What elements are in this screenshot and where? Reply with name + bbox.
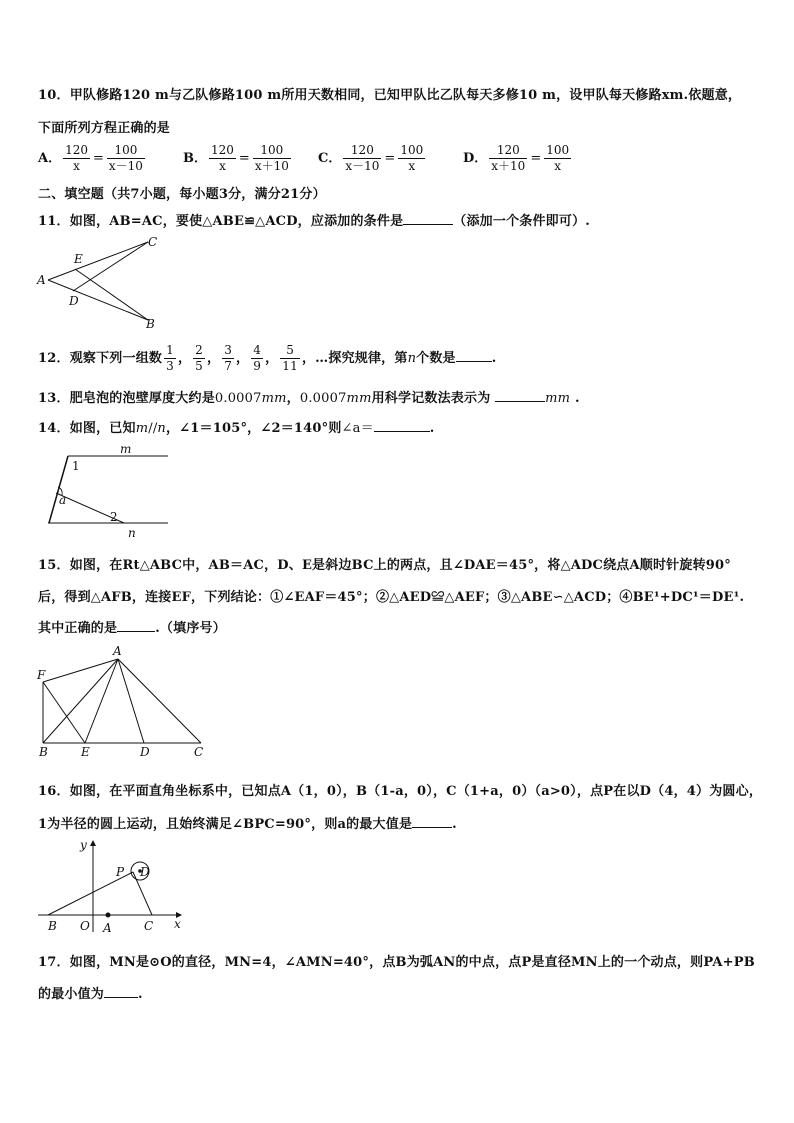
label-a: A xyxy=(37,273,46,287)
answer-blank[interactable] xyxy=(104,985,138,998)
label-y: y xyxy=(80,838,87,852)
q10-line2: 下面所列方程正确的是 xyxy=(38,121,171,136)
answer-blank[interactable] xyxy=(117,619,155,632)
label-c: C xyxy=(144,919,154,933)
label-d: D xyxy=(140,745,150,759)
q12-text: 12．观察下列一组数 $\frac{1}{3}$ ， $\frac{2}{5}$ ， $\frac{3}{7}$ ， $\frac{4}{9}$ ， $\frac{5}{11}$ ，…探究规律，第n个数是 . xyxy=(38,343,497,373)
q10-option-d[interactable]: D． $\frac{120}{x+10}$ = $\frac{100}{x}$ xyxy=(463,143,570,173)
option-label: B． xyxy=(183,151,207,166)
q14-figure xyxy=(44,443,174,539)
q11-figure xyxy=(34,232,174,332)
q17-line1: 17．如图，MN是⊙O的直径，MN=4，∠AMN=40°，点B为弧AN的中点，点P是直径MN上的一个动点，则PA+PB xyxy=(38,955,755,970)
q15-figure xyxy=(36,642,214,760)
label-c: C xyxy=(148,235,158,249)
option-label: A． xyxy=(38,151,62,166)
q13-text: 13．肥皂泡的泡壁厚度大约是0.0007mm，0.0007mm用科学记数法表示为 mm . xyxy=(38,391,580,406)
q17-line2: 的最小值为 . xyxy=(38,987,143,1002)
label-x: x xyxy=(174,917,181,931)
answer-blank[interactable] xyxy=(374,419,430,432)
label-2: 2 xyxy=(110,510,118,524)
label-d: D xyxy=(69,294,79,308)
answer-blank[interactable] xyxy=(412,815,452,828)
q15-line3: 其中正确的是 .（填序号） xyxy=(38,621,226,636)
q10-option-c[interactable]: C． $\frac{120}{x-10}$ = $\frac{100}{x}$ xyxy=(318,143,424,173)
q15-line2: 后，得到△AFB，连接EF，下列结论：①∠EAF＝45°；②△AED≌△AEF；③△ABE∽△ACD；④BE¹+DC¹＝DE¹. xyxy=(38,590,745,605)
q10-line1: 10．甲队修路120 m与乙队修路100 m所用天数相同，已知甲队比乙队每天多修10 m，设甲队每天修路xm.依题意， xyxy=(38,88,742,103)
label-f: F xyxy=(37,668,46,682)
q10-option-b[interactable]: B． $\frac{120}{x}$ = $\frac{100}{x+10}$ xyxy=(183,143,289,173)
answer-blank[interactable] xyxy=(456,349,492,362)
label-a: A xyxy=(103,921,112,935)
label-e: E xyxy=(81,745,90,759)
answer-blank[interactable] xyxy=(495,389,545,402)
q16-figure xyxy=(36,836,186,936)
label-p: P xyxy=(116,865,125,879)
label-a: A xyxy=(113,644,122,658)
option-label: C． xyxy=(318,151,342,166)
label-b: B xyxy=(146,317,155,331)
label-b: B xyxy=(48,919,57,933)
section-heading: 二、填空题（共7小题，每小题3分，满分21分） xyxy=(38,187,326,202)
label-1: 1 xyxy=(72,459,80,473)
option-label: D． xyxy=(463,151,488,166)
q16-line1: 16．如图，在平面直角坐标系中，已知点A（1，0），B（1-a，0），C（1+a，0）（a>0），点P在以D（4，4）为圆心， xyxy=(38,784,763,799)
label-e: E xyxy=(74,252,83,266)
label-m: m xyxy=(120,442,132,456)
label-c: C xyxy=(194,745,204,759)
q15-line1: 15．如图，在Rt△ABC中，AB＝AC，D、E是斜边BC上的两点，且∠DAE＝45°，将△ADC绕点A顺时针旋转90° xyxy=(38,558,731,573)
label-a: a xyxy=(59,493,67,507)
q14-text: 14．如图，已知m//n，∠1＝105°，∠2＝140°则∠a＝ . xyxy=(38,421,435,436)
label-d: D xyxy=(140,865,150,879)
q11-text: 11．如图，AB=AC，要使△ABE≌△ACD，应添加的条件是 （添加一个条件即可）. xyxy=(38,214,591,229)
q10-option-a[interactable]: A． $\frac{120}{x}$ = $\frac{100}{x-10}$ xyxy=(38,143,143,173)
label-b: B xyxy=(39,745,48,759)
label-n: n xyxy=(128,526,136,540)
answer-blank[interactable] xyxy=(403,212,453,225)
q16-line2: 1为半径的圆上运动，且始终满足∠BPC=90°，则a的最大值是 . xyxy=(38,817,457,832)
label-o: O xyxy=(80,919,90,933)
